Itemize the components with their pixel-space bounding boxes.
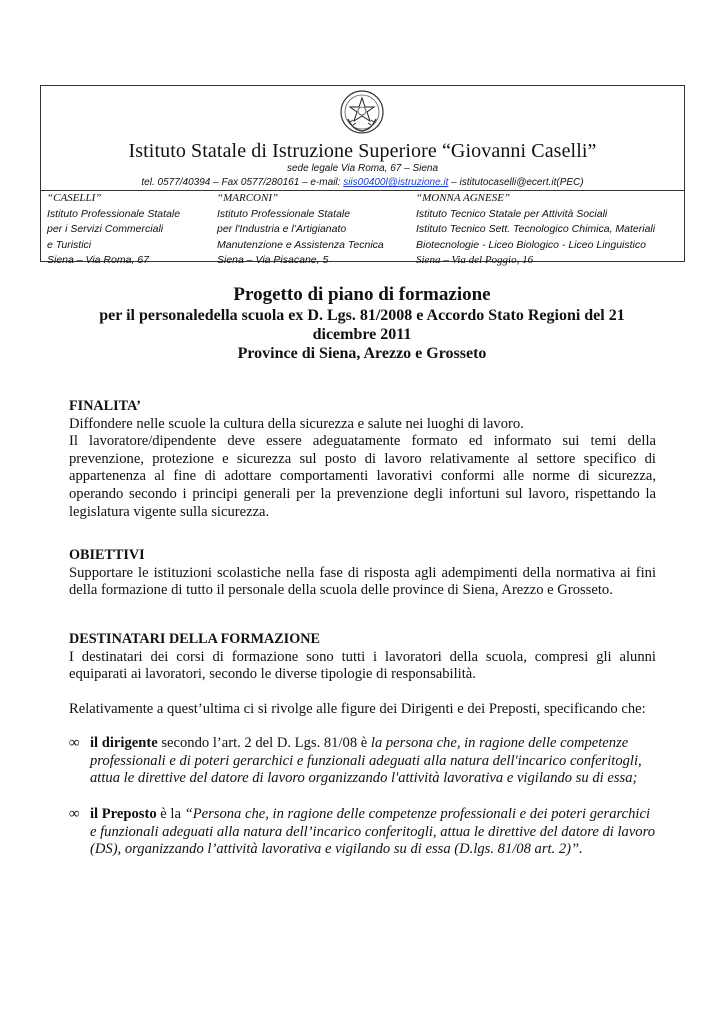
document-title-block xyxy=(0,284,724,363)
school-name: “MONNA AGNESE” xyxy=(416,192,511,204)
email-link[interactable]: siis00400l@istruzione.it xyxy=(343,177,449,188)
school-marconi xyxy=(217,191,413,269)
italian-republic-emblem-icon xyxy=(339,89,385,135)
school-line: per i Servizi Commerciali xyxy=(47,223,164,235)
infinity-bullet-icon: ∞ xyxy=(69,735,80,751)
document-subtitle-date: dicembre 2011 xyxy=(312,326,412,343)
institute-contacts xyxy=(41,177,684,188)
institute-address: sede legale Via Roma, 67 – Siena xyxy=(286,163,439,174)
infinity-bullet-icon: ∞ xyxy=(69,806,80,822)
section-obiettivi xyxy=(69,547,656,600)
school-line: Manutenzione e Assistenza Tecnica xyxy=(217,238,384,251)
school-line: Istituto Tecnico Sett. Tecnologico Chimica, Materiali xyxy=(416,223,656,235)
term-bold: il dirigente xyxy=(90,735,158,751)
term-bold: il Preposto xyxy=(90,806,157,822)
section-heading: DESTINATARI DELLA FORMAZIONE xyxy=(69,631,320,647)
school-name: “MARCONI” xyxy=(217,192,279,204)
school-line: e Turistici xyxy=(47,238,92,251)
term-definition: “Persona che, in ragione delle competenze professionali e dei poteri gerarchici e funzionali adeguati alla natura dell’incarico conferitogli, attua le direttive del datore di lavoro (DS), organizzando l’attività lavorativa e vigilando su di essa (D.lgs. 81/08 art. 2)”. xyxy=(90,806,656,858)
list-item-text xyxy=(90,735,657,788)
school-line: Biotecnologie - Liceo Biologico - Liceo Linguistico xyxy=(416,238,646,251)
term-definition: la persona che, in ragione delle competenze professionali e di poteri gerarchici e funzionali adeguati alla natura dell'incarico conferitogli, attua le direttive del datore di lavoro organizzando l'attività lavorativa e vigilando su di essa; xyxy=(90,735,642,787)
school-address: Siena – Via Pisacane, 5 xyxy=(217,254,329,266)
section-paragraph: I destinatari dei corsi di formazione sono tutti i lavoratori della scuola, compresi gli alunni equiparati ai lavoratori, secondo le diverse tipologie di responsabilità. xyxy=(69,648,656,683)
school-caselli xyxy=(47,191,215,269)
term-connector: è la xyxy=(156,806,185,822)
school-name: “CASELLI” xyxy=(47,192,102,204)
school-line: Istituto Professionale Statale xyxy=(47,207,181,220)
section-paragraph: Il lavoratore/dipendente deve essere adeguatamente formato ed informato sui temi della prevenzione, protezione e sicurezza sul posto di lavoro relativamente al settore specifico di appartenenza al fine di adottare comportamenti lavorativi conformi alle norme di sicurezza, operando secondo i principi generali per la prevenzione degli infortuni sul lavoro, rispettando la legislatura vigente sulla sicurezza. xyxy=(69,433,656,520)
section-paragraph: Supportare le istituzioni scolastiche nella fase di risposta agli adempimenti della normativa ai fini della formazione di tutto il personale della scuola delle province di Siena, Arezzo e Grosseto. xyxy=(69,564,656,599)
document-title: Progetto di piano di formazione xyxy=(233,284,491,305)
school-address: Siena – Via Roma, 67 xyxy=(47,254,149,266)
school-line: Istituto Professionale Statale xyxy=(217,207,351,220)
letterhead xyxy=(40,85,685,266)
section-paragraph: Diffondere nelle scuole la cultura della sicurezza e salute nei luoghi di lavoro. xyxy=(69,415,524,432)
contacts-prefix: tel. 0577/40394 – Fax 0577/280161 – e-mail: xyxy=(141,177,344,188)
list-item-text xyxy=(90,806,657,859)
school-line: Istituto Tecnico Statale per Attività Sociali xyxy=(416,207,608,220)
school-line: per l'Industria e l’Artigianato xyxy=(217,223,347,235)
document-provinces: Province di Siena, Arezzo e Grosseto xyxy=(237,345,487,362)
section-paragraph: Relativamente a quest’ultima ci si rivolge alle figure dei Dirigenti e dei Preposti, specificando che: xyxy=(69,700,646,717)
section-heading: OBIETTIVI xyxy=(69,547,145,563)
section-destinatari xyxy=(69,631,656,718)
term-connector: secondo l’art. 2 del D. Lgs. 81/08 è xyxy=(157,735,371,751)
section-heading: FINALITA’ xyxy=(69,398,141,414)
school-monna-agnese xyxy=(416,191,684,269)
section-finalita xyxy=(69,398,656,521)
contacts-suffix: – istitutocaselli@ecert.it(PEC) xyxy=(448,177,584,188)
institute-title: Istituto Statale di Istruzione Superiore “Giovanni Caselli” xyxy=(128,140,597,162)
school-address: Siena – Via del Poggio, 16 xyxy=(416,254,534,266)
document-subtitle: per il personaledella scuola ex D. Lgs. 81/2008 e Accordo Stato Regioni del 21 xyxy=(99,307,625,324)
